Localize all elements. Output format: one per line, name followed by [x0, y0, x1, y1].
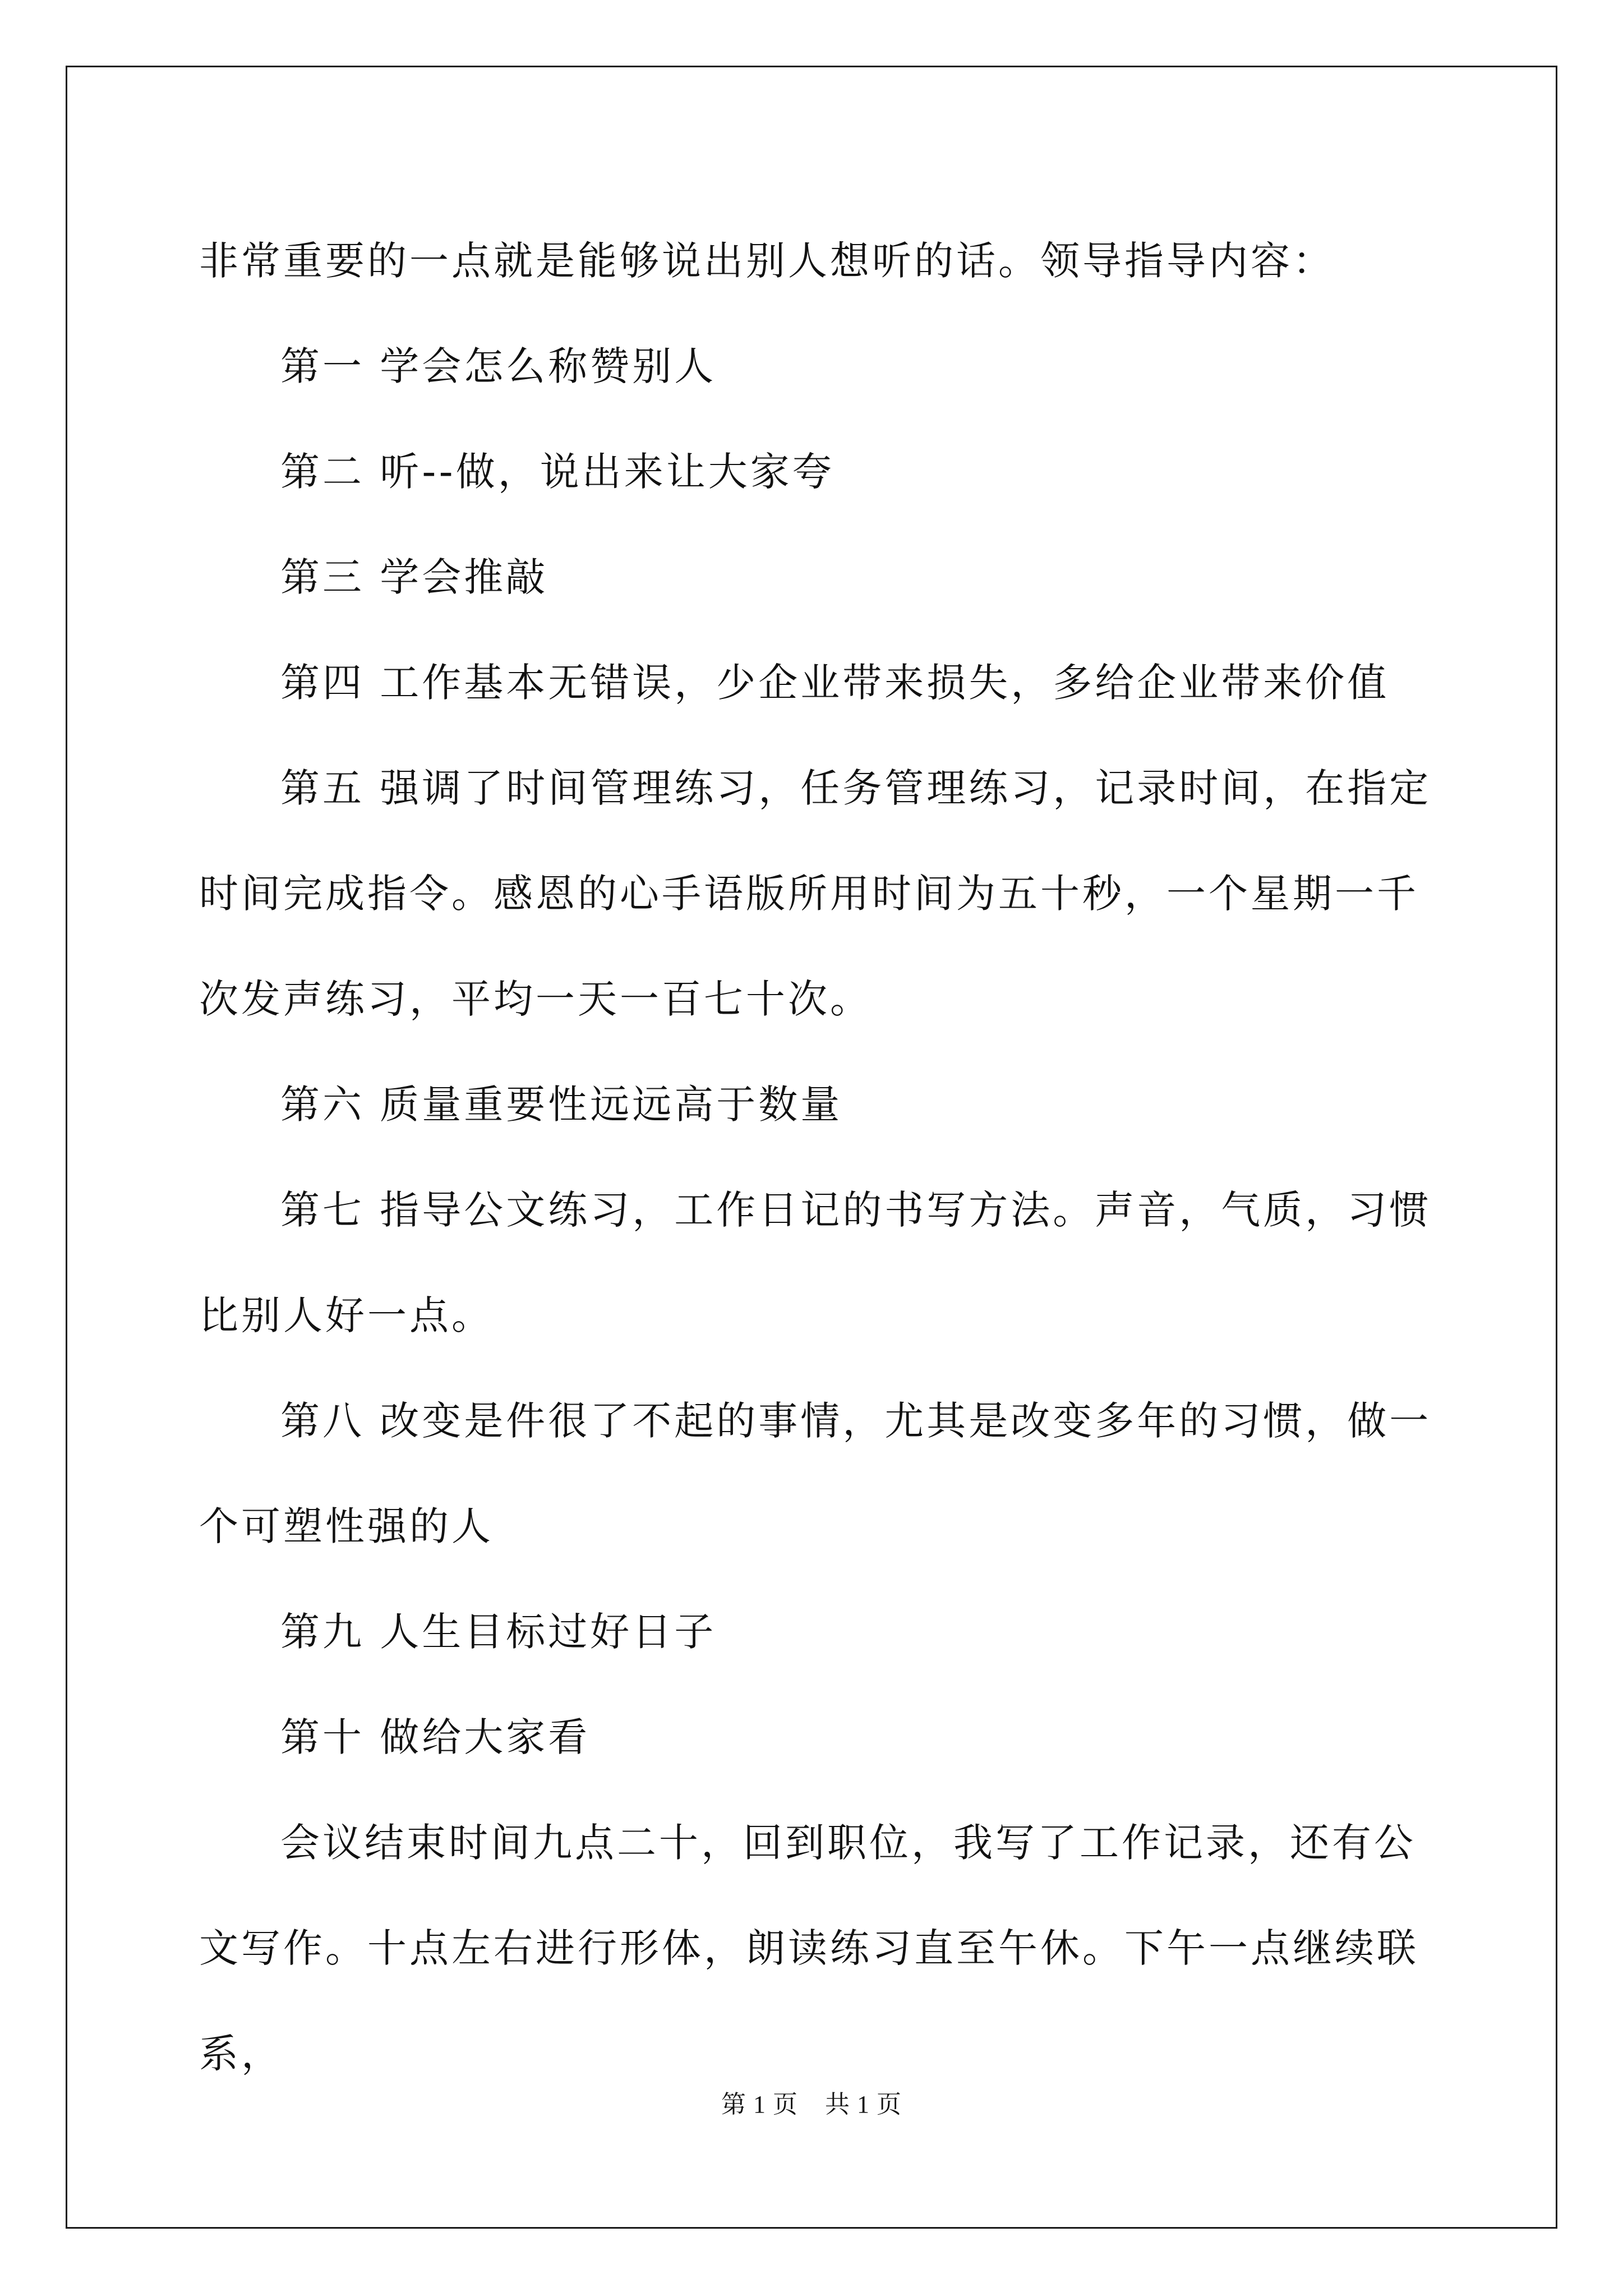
- paragraph-item-7: 第七 指导公文练习，工作日记的书写方法。声音，气质，习惯比别人好一点。: [199, 1187, 1432, 1338]
- paragraph-item-6: 第六 质量重要性远远高于数量: [280, 1082, 843, 1128]
- paragraph-item-1: 第一 学会怎么称赞别人: [280, 343, 717, 389]
- page-number-label: 第 1 页 共 1 页: [721, 2091, 902, 2118]
- paragraph-item-10: 第十 做给大家看: [280, 1714, 591, 1760]
- paragraph-intro: 非常重要的一点就是能够说出别人想听的话。领导指导内容：: [199, 238, 1335, 284]
- paragraph-item-2: 第二 听--做，说出来让大家夸: [280, 449, 834, 495]
- paragraph-item-3: 第三 学会推敲: [280, 554, 548, 600]
- paragraph-item-8: 第八 改变是件很了不起的事情，尤其是改变多年的习惯，做一个可塑性强的人: [199, 1398, 1432, 1549]
- paragraph-item-5: 第五 强调了时间管理练习，任务管理练习，记录时间，在指定时间完成指令。感恩的心手语版所用时间为五十秒，一个星期一千次发声练习，平均一天一百七十次。: [199, 765, 1432, 1022]
- paragraph-item-4: 第四 工作基本无错误，少企业带来损失，多给企业带来价值: [280, 660, 1390, 706]
- paragraph-item-9: 第九 人生目标过好日子: [280, 1609, 717, 1655]
- paragraph-closing: 会议结束时间九点二十，回到职位，我写了工作记录，还有公文写作。十点左右进行形体，朗读练习直至午休。下午一点继续联系，: [199, 1820, 1419, 2077]
- document-body: [199, 208, 1433, 2106]
- page-footer: [0, 2084, 1623, 2120]
